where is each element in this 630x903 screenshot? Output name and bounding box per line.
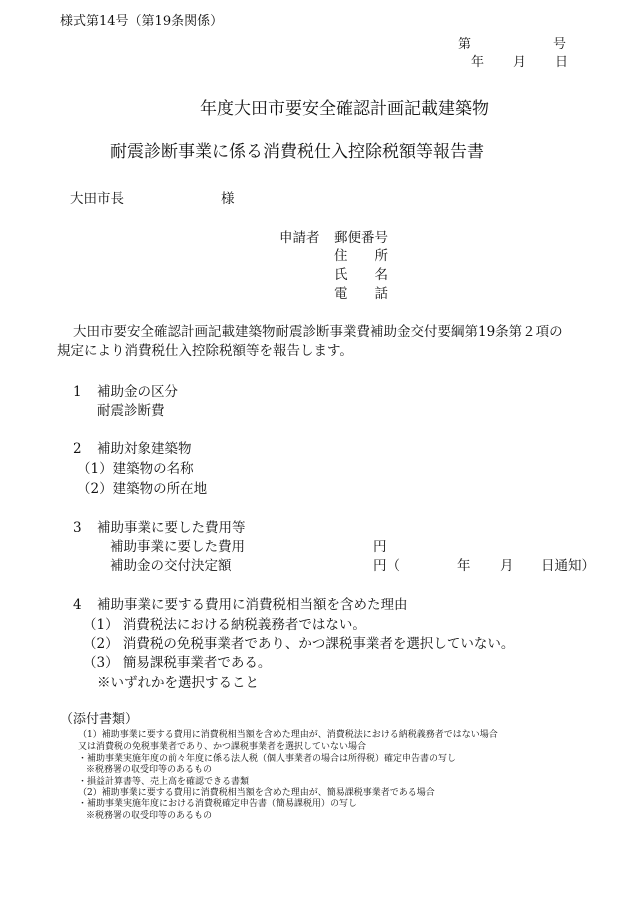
date-month: 月 — [513, 55, 527, 70]
number-suffix: 号 — [553, 37, 567, 52]
section2-item-name: （1）建築物の名称 — [77, 461, 194, 477]
attachment-line-5: ・損益計算書等、売上高を確認できる書類 — [78, 777, 250, 787]
section3-heading: 補助事業に要した費用等 — [97, 520, 246, 536]
section2-number: 2 — [73, 441, 82, 457]
applicant-postal-label: 郵便番号 — [334, 230, 388, 246]
section4-option-2: （2） 消費税の免税事業者であり、かつ課税事業者を選択していない。 — [83, 636, 515, 652]
grant-month: 月 — [500, 558, 514, 574]
addressee-honorific: 様 — [221, 191, 235, 207]
grant-label: 補助金の交付決定額 — [110, 558, 232, 574]
form-label: 様式第14号（第19条関係） — [60, 14, 224, 29]
date-day: 日 — [555, 55, 569, 70]
attachments-heading: （添付書類） — [60, 712, 139, 727]
attachment-line-6: （2）補助事業に要する費用に消費税相当額を含めた理由が、簡易課税事業者である場合 — [78, 788, 435, 798]
grant-year: 年 — [457, 558, 471, 574]
attachment-line-1: （1）補助事業に要する費用に消費税相当額を含めた理由が、消費税法における納税義務者ではない場合 — [78, 730, 498, 740]
section4-number: 4 — [73, 597, 82, 613]
section3-number: 3 — [73, 520, 82, 536]
section4-option-1: （1） 消費税法における納税義務者ではない。 — [83, 617, 366, 633]
attachment-line-2: 又は消費税の免税事業者であり、かつ課税事業者を選択していない場合 — [78, 742, 367, 752]
cost-label: 補助事業に要した費用 — [110, 539, 245, 555]
body-text-line2: 規定により消費税仕入控除税額等を報告します。 — [57, 343, 353, 359]
cost-unit: 円 — [373, 539, 387, 555]
attachment-line-4: ※税務署の収受印等のあるもの — [86, 765, 213, 775]
section1-number: 1 — [73, 384, 82, 400]
applicant-label: 申請者 — [279, 230, 320, 246]
body-text-line1: 大田市要安全確認計画記載建築物耐震診断事業費補助金交付要綱第19条第２項の — [73, 324, 563, 340]
section4-option-3: （3） 簡易課税事業者である。 — [83, 655, 272, 671]
section4-note: ※いずれかを選択すること — [97, 675, 259, 691]
applicant-address-label: 住 所 — [334, 248, 388, 264]
section2-heading: 補助対象建築物 — [97, 441, 192, 457]
title-line1: 年度大田市要安全確認計画記載建築物 — [200, 99, 489, 119]
applicant-name-label: 氏 名 — [334, 267, 388, 283]
section1-heading: 補助金の区分 — [97, 384, 178, 400]
section4-heading: 補助事業に要する費用に消費税相当額を含めた理由 — [97, 597, 408, 613]
addressee-name: 大田市長 — [70, 191, 124, 207]
grant-day-notice: 日通知） — [541, 558, 595, 574]
attachment-line-7: ・補助事業実施年度における消費税確定申告書（簡易課税用）の写し — [78, 799, 358, 809]
number-prefix: 第 — [458, 37, 472, 52]
attachment-line-3: ・補助事業実施年度の前々年度に係る法人税（個人事業者の場合は所得税）確定申告書の写し — [78, 754, 457, 764]
grant-unit: 円（ — [373, 558, 400, 574]
applicant-phone-label: 電 話 — [334, 286, 388, 302]
section1-value: 耐震診断費 — [97, 403, 165, 419]
section2-item-location: （2）建築物の所在地 — [77, 481, 208, 497]
title-line2: 耐震診断事業に係る消費税仕入控除税額等報告書 — [110, 142, 484, 162]
date-year: 年 — [471, 55, 485, 70]
attachment-line-8: ※税務署の収受印等のあるもの — [86, 811, 213, 821]
